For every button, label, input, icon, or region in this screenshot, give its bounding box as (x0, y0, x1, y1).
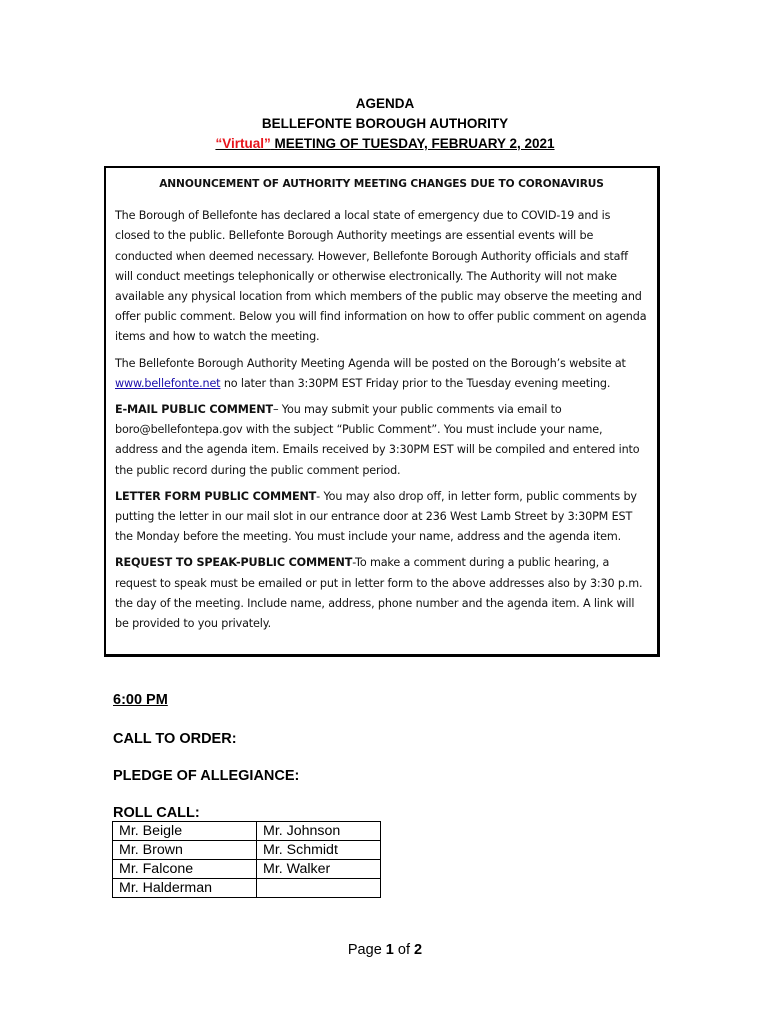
roll-member: Mr. Halderman (113, 879, 257, 898)
roll-member: Mr. Schmidt (257, 841, 381, 860)
announcement-paragraph: The Borough of Bellefonte has declared a local state of emergency due to COVID-19 and is closed to the public. Bellefonte Borough Authority meetings are essential events will be conducted when deemed necessary. However, Bellefonte Borough Authority officials and staff will conduct meetings telephonically or otherwise electronically. The Authority will not make available any physical location from which members of the public may observe the meeting and offer public comment. Below you will find information on how to offer public comment on agenda items and how to watch the meeting. (115, 209, 647, 344)
page-number (0, 942, 770, 958)
email-comment-heading: E-MAIL PUBLIC COMMENT (115, 403, 273, 417)
email-comment-paragraph (115, 400, 648, 481)
coronavirus-announcement-box (104, 166, 660, 657)
roll-member-empty (257, 879, 381, 898)
virtual-label: “Virtual” (215, 136, 271, 151)
meeting-date: MEETING OF TUESDAY, FEBRUARY 2, 2021 (274, 136, 555, 151)
roll-member: Mr. Falcone (113, 860, 257, 879)
letter-comment-heading: LETTER FORM PUBLIC COMMENT (115, 489, 317, 503)
agenda-posting-text-end: no later than 3:30PM EST Friday prior to the Tuesday evening meeting. (223, 376, 611, 390)
pledge-heading: PLEDGE OF ALLEGIANCE: (113, 768, 300, 784)
table-row (113, 822, 381, 841)
table-row (113, 879, 381, 898)
letter-comment-text: - You may also drop off, in letter form, public comments by putting the letter in our mail slot in our entrance door at 236 West Lamb Street by 3:30PM EST the Monday before the meeting. You must include your name, address and the agenda item. (115, 489, 637, 544)
agenda-posting-text: The Bellefonte Borough Authority Meeting Agenda will be posted on the Borough’s website at (115, 356, 626, 370)
borough-website-link[interactable]: www.bellefonte.net (115, 376, 221, 390)
roll-member: Mr. Brown (113, 841, 257, 860)
total-pages: 2 (414, 942, 423, 958)
roll-member: Mr. Walker (257, 860, 381, 879)
table-row (113, 841, 381, 860)
speak-request-text: -To make a comment during a public hearing, a request to speak must be emailed or put in letter form to the above addresses also by 3:30 p.m. the day of the meeting. Include name, address, phone number and the agenda item. A link will be provided to you privately. (115, 556, 643, 631)
call-to-order-heading: CALL TO ORDER: (113, 731, 237, 747)
page-word: Page (347, 942, 382, 958)
speak-request-heading: REQUEST TO SPEAK-PUBLIC COMMENT (115, 556, 353, 570)
letter-comment-paragraph (115, 487, 648, 548)
of-word: of (397, 942, 410, 958)
agenda-header (0, 94, 770, 154)
authority-name: BELLEFONTE BOROUGH AUTHORITY (261, 116, 509, 131)
agenda-title: AGENDA (355, 96, 415, 111)
roll-call-table (112, 821, 381, 898)
roll-call-heading: ROLL CALL: (113, 805, 200, 821)
meeting-title (0, 134, 770, 154)
speak-request-paragraph (115, 553, 648, 634)
roll-member: Mr. Beigle (113, 822, 257, 841)
agenda-posting-paragraph (115, 354, 648, 394)
roll-member: Mr. Johnson (257, 822, 381, 841)
meeting-time: 6:00 PM (113, 692, 168, 708)
email-comment-text: – You may submit your public comments via email to boro@bellefontepa.gov with the subject “Public Comment”. You must include your name, address and the agenda item. Emails received by 3:30PM EST will be compiled and entered into the public record during the public comment period. (115, 403, 640, 477)
current-page: 1 (385, 942, 394, 958)
announcement-title: ANNOUNCEMENT OF AUTHORITY MEETING CHANGES DUE TO CORONAVIRUS (159, 178, 604, 190)
table-row (113, 860, 381, 879)
